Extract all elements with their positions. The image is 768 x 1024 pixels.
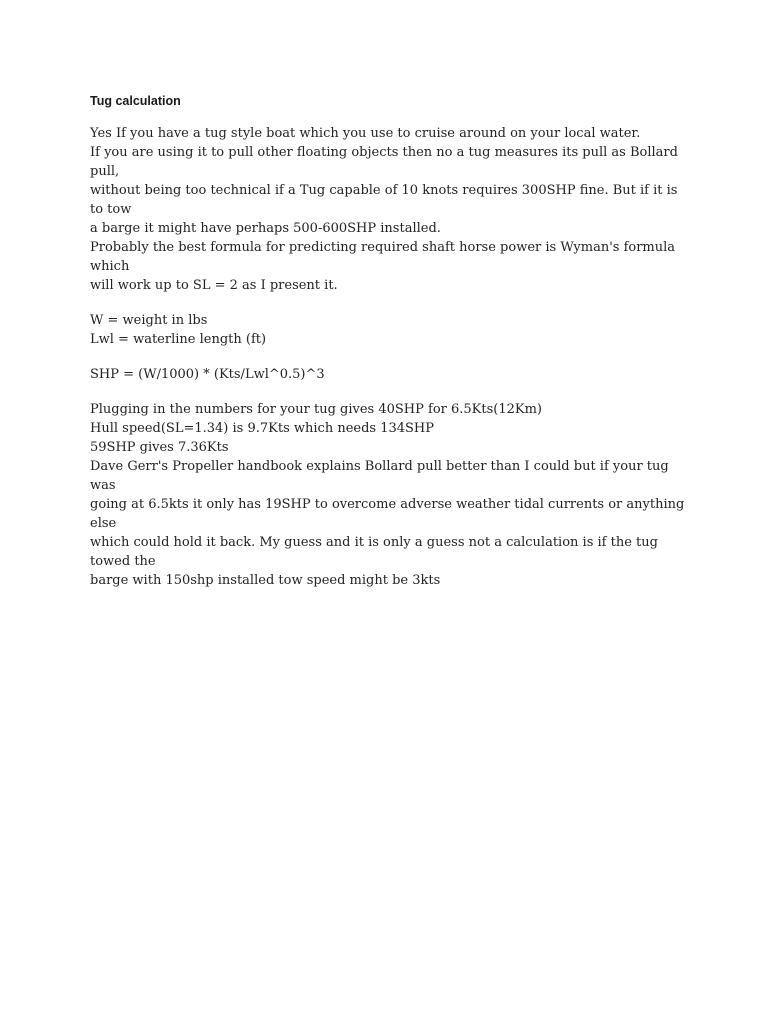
text-line: If you are using it to pull other floating objects then no a tug measures its pull as Bollard pull, <box>90 145 678 179</box>
definitions-block <box>90 311 690 349</box>
document-title: Tug calculation <box>90 94 181 108</box>
definition-line: Lwl = waterline length (ft) <box>90 332 267 347</box>
text-line: barge with 150shp installed tow speed might be 3kts <box>90 573 441 588</box>
text-line: going at 6.5kts it only has 19SHP to overcome adverse weather tidal currents or anything else <box>90 497 685 531</box>
results-paragraph <box>90 400 690 590</box>
text-line: a barge it might have perhaps 500-600SHP installed. <box>90 221 441 236</box>
text-line: without being too technical if a Tug capable of 10 knots requires 300SHP fine. But if it is to tow <box>90 183 678 217</box>
definition-line: W = weight in lbs <box>90 313 208 328</box>
text-line: Yes If you have a tug style boat which you use to cruise around on your local water. <box>90 126 641 141</box>
document-page <box>90 92 690 590</box>
text-line: Probably the best formula for predicting required shaft horse power is Wyman's formula which <box>90 240 676 274</box>
text-line: 59SHP gives 7.36Kts <box>90 440 229 455</box>
text-line: Plugging in the numbers for your tug gives 40SHP for 6.5Kts(12Km) <box>90 402 542 417</box>
text-line: which could hold it back. My guess and it is only a guess not a calculation is if the tug towed the <box>90 535 658 569</box>
text-line: Hull speed(SL=1.34) is 9.7Kts which needs 134SHP <box>90 421 435 436</box>
text-line: will work up to SL = 2 as I present it. <box>90 278 338 293</box>
intro-paragraph <box>90 124 690 295</box>
text-line: Dave Gerr's Propeller handbook explains Bollard pull better than I could but if your tug was <box>90 459 669 493</box>
formula-line: SHP = (W/1000) * (Kts/Lwl^0.5)^3 <box>90 367 325 382</box>
